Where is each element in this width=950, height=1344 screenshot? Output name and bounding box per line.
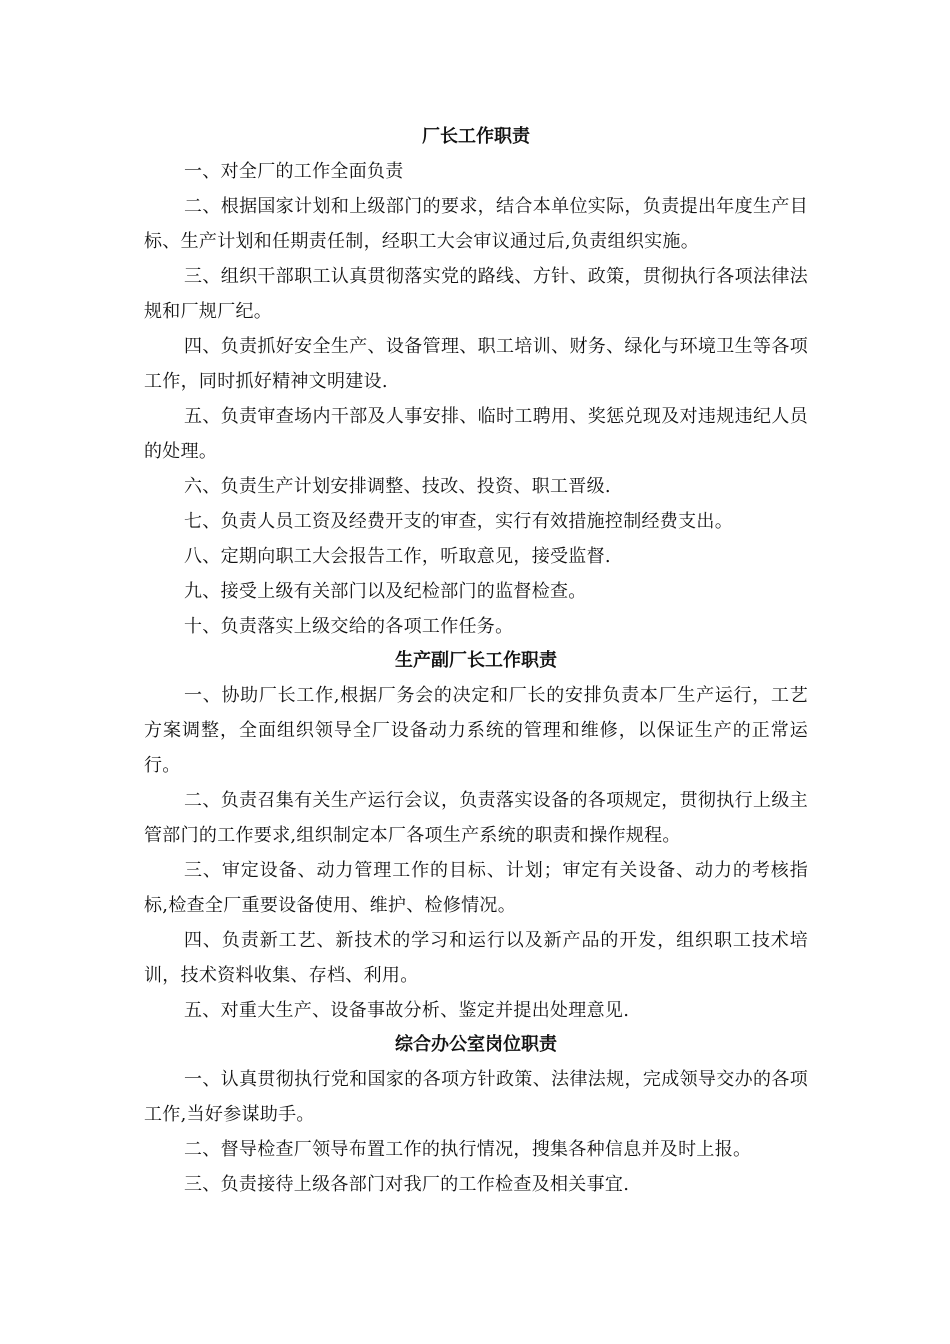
list-item: 四、负责抓好安全生产、设备管理、职工培训、财务、绿化与环境卫生等各项工作，同时抓好精神文明建设. [144,336,808,392]
list-item: 六、负责生产计划安排调整、技改、投资、职工晋级. [184,476,611,497]
section-general-office [144,1028,808,1202]
section-factory-director [144,120,808,644]
section-title: 生产副厂长工作职责 [395,650,557,671]
list-item: 九、接受上级有关部门以及纪检部门的监督检查。 [184,581,587,602]
list-item: 三、负责接待上级各部门对我厂的工作检查及相关事宜. [184,1174,630,1195]
list-item: 十、负责落实上级交给的各项工作任务。 [184,616,514,637]
list-item: 五、对重大生产、设备事故分析、鉴定并提出处理意见. [184,1000,630,1021]
list-item: 三、审定设备、动力管理工作的目标、计划；审定有关设备、动力的考核指标,检查全厂重要设备使用、维护、检修情况。 [144,860,808,916]
list-item: 四、负责新工艺、新技术的学习和运行以及新产品的开发，组织职工技术培训，技术资料收集、存档、利用。 [144,930,808,986]
section-production-deputy-director [144,644,808,1028]
list-item: 八、定期向职工大会报告工作，听取意见，接受监督. [184,546,611,567]
list-item: 五、负责审查场内干部及人事安排、临时工聘用、奖惩兑现及对违规违纪人员的处理。 [144,406,808,462]
list-item: 二、负责召集有关生产运行会议，负责落实设备的各项规定，贯彻执行上级主管部门的工作要求,组织制定本厂各项生产系统的职责和操作规程。 [144,790,808,846]
section-title: 综合办公室岗位职责 [395,1034,557,1055]
document-page [144,120,808,1202]
list-item: 一、对全厂的工作全面负责 [184,161,404,182]
list-item: 二、督导检查厂领导布置工作的执行情况，搜集各种信息并及时上报。 [184,1139,752,1160]
list-item: 二、根据国家计划和上级部门的要求，结合本单位实际，负责提出年度生产目标、生产计划和任期责任制，经职工大会审议通过后,负责组织实施。 [144,196,808,252]
list-item: 七、负责人员工资及经费开支的审查，实行有效措施控制经费支出。 [184,511,733,532]
list-item: 三、组织干部职工认真贯彻落实党的路线、方针、政策，贯彻执行各项法律法规和厂规厂纪。 [144,266,808,322]
list-item: 一、协助厂长工作,根据厂务会的决定和厂长的安排负责本厂生产运行，工艺方案调整，全面组织领导全厂设备动力系统的管理和维修，以保证生产的正常运行。 [144,685,808,776]
section-title: 厂长工作职责 [422,126,530,147]
list-item: 一、认真贯彻执行党和国家的各项方针政策、法律法规，完成领导交办的各项工作,当好参谋助手。 [144,1069,808,1125]
